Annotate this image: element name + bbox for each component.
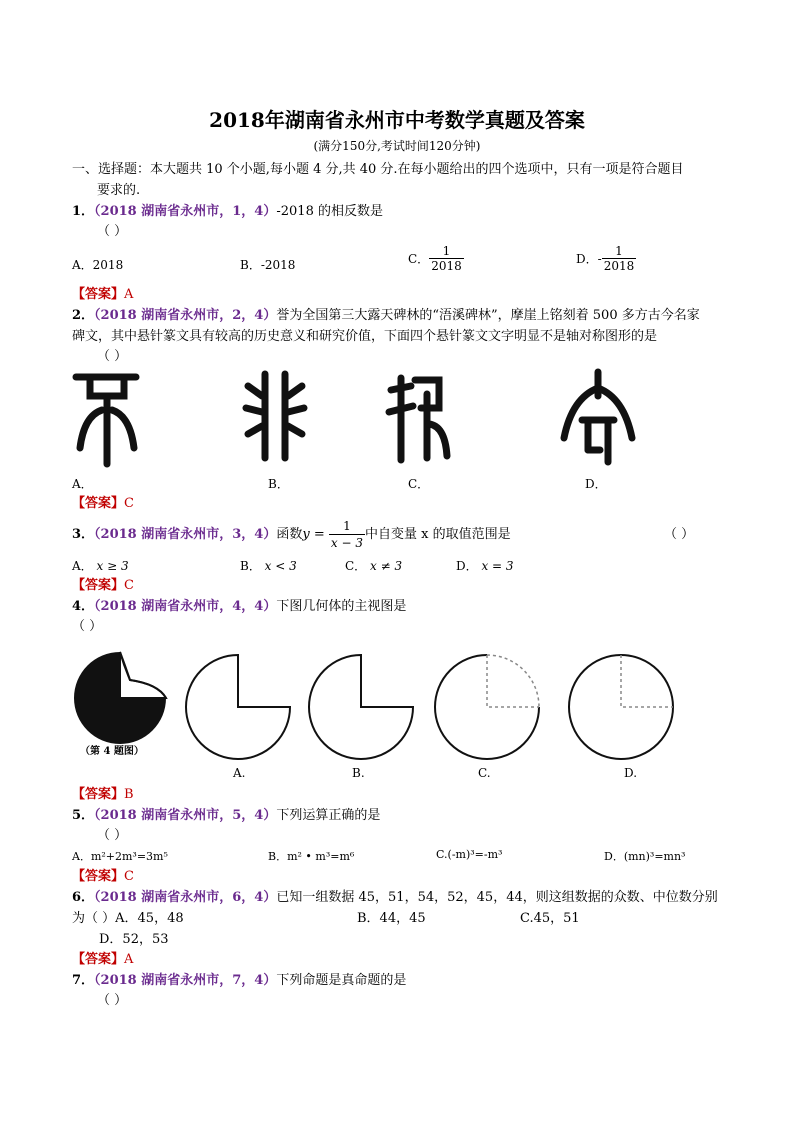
question-number: 7． <box>72 973 95 988</box>
q4-option-a-figure <box>185 652 295 762</box>
figure-caption: （第 4 题图） <box>80 746 144 757</box>
question-text: 誉为全国第三大露天碑林的“浯溪碑林”，摩崖上铭刻着 500 多方古今名家 <box>276 308 700 323</box>
fraction <box>329 518 365 551</box>
fraction-numerator: 1 <box>615 244 623 258</box>
question-number: 5． <box>72 808 95 823</box>
seal-character-d-figure <box>560 368 635 468</box>
fraction <box>429 244 464 273</box>
answer-tag: 【答案】 <box>72 869 125 884</box>
q3-answer <box>72 576 134 596</box>
q4-option-d: D. <box>624 766 638 780</box>
answer-paren: （ ） <box>97 349 128 364</box>
q5-option-d: D．(mn)³=mn³ <box>604 850 686 863</box>
question-source: （2018 湖南省永州市，6，4） <box>94 890 277 905</box>
answer-tag: 【答案】 <box>72 287 125 302</box>
solid-sphere-figure <box>70 640 170 740</box>
fraction <box>602 244 637 273</box>
fraction-numerator: 1 <box>442 244 451 258</box>
option-label: C． <box>345 559 367 573</box>
fraction-denominator: 2018 <box>603 259 635 273</box>
question-text-continued: 中自变量 x 的取值范围是 <box>365 527 511 542</box>
question-text: 已知一组数据 45，51，54，52，45，44，则这组数据的众数、中位数分别 <box>276 890 718 905</box>
option-math: x ≥ 3 <box>96 559 129 573</box>
question-number: 1． <box>72 204 95 219</box>
option-math: x < 3 <box>264 559 297 573</box>
answer-tag: 【答案】 <box>72 578 125 593</box>
question-number: 2． <box>72 308 95 323</box>
question-5-stem <box>72 806 380 826</box>
q1-answer <box>72 285 133 305</box>
seal-character-b-figure <box>240 368 310 468</box>
question-number: 4． <box>72 599 95 614</box>
q3-option-c <box>345 557 402 574</box>
answer-value: A <box>124 952 134 967</box>
question-number: 6． <box>72 890 95 905</box>
q2-option-d: D． <box>585 477 607 491</box>
option-label: B． <box>240 559 261 573</box>
q6-answer <box>72 950 133 970</box>
q3-option-a <box>72 557 129 574</box>
q2-option-b: B． <box>268 477 289 491</box>
answer-paren: （ ） <box>664 527 695 542</box>
fraction-denominator: 2018 <box>431 259 462 273</box>
option-label: A． <box>72 559 93 573</box>
answer-tag: 【答案】 <box>72 952 125 967</box>
q5-option-a: A．m²+2m³=3m⁵ <box>72 850 168 863</box>
question-text: -2018 的相反数是 <box>276 204 383 219</box>
question-7-stem <box>72 971 406 991</box>
fraction-numerator: 1 <box>343 519 351 533</box>
equals-sign: = <box>309 527 329 542</box>
question-2-stem <box>72 306 700 326</box>
answer-value: C <box>124 578 134 593</box>
q2-answer <box>72 494 134 514</box>
q5-option-c: C.(-m)³=-m³ <box>436 848 503 861</box>
question-source: （2018 湖南省永州市，1，4） <box>94 204 277 219</box>
answer-paren: （ ） <box>72 619 103 634</box>
fraction-denominator: x − 3 <box>330 536 363 550</box>
question-text: 下列运算正确的是 <box>276 808 381 823</box>
question-source: （2018 湖南省永州市，5，4） <box>94 808 277 823</box>
seal-character-a-figure <box>72 368 142 468</box>
option-label: D．- <box>576 252 602 266</box>
q6-option-b: B．44，45 <box>357 911 426 926</box>
answer-value: A <box>124 287 134 302</box>
q4-option-c: C. <box>478 766 491 780</box>
section-instruction-line2: 要求的. <box>97 183 141 198</box>
q1-option-c <box>408 244 464 273</box>
answer-paren: （ ） <box>97 993 128 1008</box>
q4-option-c-figure <box>434 652 544 762</box>
q4-option-d-figure <box>568 652 678 762</box>
q4-option-b: B. <box>352 766 365 780</box>
question-2-stem-line2: 碑文，其中悬针篆文具有较高的历史意义和研究价值，下面四个悬针篆文文字明显不是轴对称图形的是 <box>72 329 658 344</box>
question-6-stem <box>72 888 718 908</box>
q1-option-a: A．2018 <box>72 258 124 272</box>
page-subtitle: (满分150分,考试时间120分钟) <box>313 139 481 153</box>
option-math: x = 3 <box>481 559 514 573</box>
seal-character-c-figure <box>385 368 455 468</box>
q2-option-c: C． <box>408 477 430 491</box>
answer-value: C <box>124 496 134 511</box>
q3-option-d <box>456 557 514 574</box>
q4-option-a: A. <box>233 766 246 780</box>
question-1-stem <box>72 202 383 222</box>
q6-option-d: D．52，53 <box>99 932 169 947</box>
question-6-stem-line2: 为（ ）A．45，48 <box>72 911 184 926</box>
option-math: x ≠ 3 <box>370 559 403 573</box>
option-label: D． <box>456 559 478 573</box>
q4-option-b-figure <box>308 652 418 762</box>
q1-option-b: B．-2018 <box>240 258 296 272</box>
question-text: 下列命题是真命题的是 <box>276 973 407 988</box>
question-source: （2018 湖南省永州市，2，4） <box>94 308 277 323</box>
answer-tag: 【答案】 <box>72 787 125 802</box>
answer-paren: （ ） <box>97 828 128 843</box>
q1-option-d <box>576 244 636 273</box>
question-number: 3． <box>72 527 95 542</box>
answer-paren: （ ） <box>97 224 128 239</box>
q3-option-b <box>240 557 297 574</box>
answer-value: C <box>124 869 134 884</box>
question-text: 函数 <box>276 527 303 542</box>
q4-answer <box>72 785 134 805</box>
question-4-stem <box>72 597 406 617</box>
answer-tag: 【答案】 <box>72 496 125 511</box>
q2-option-a: A． <box>72 477 93 491</box>
page-title: 2018年湖南省永州市中考数学真题及答案 <box>209 108 585 132</box>
math-variable-y: y <box>302 527 310 542</box>
q6-option-c: C.45，51 <box>520 911 580 926</box>
question-3-stem <box>72 515 511 555</box>
question-source: （2018 湖南省永州市，3，4） <box>94 527 277 542</box>
question-source: （2018 湖南省永州市，7，4） <box>94 973 277 988</box>
q5-answer <box>72 867 134 887</box>
question-text: 下图几何体的主视图是 <box>276 599 407 614</box>
section-instruction-line1: 一、选择题：本大题共 10 个小题,每小题 4 分,共 40 分.在每小题给出的四个选项中，只有一项是符合题目 <box>72 162 684 177</box>
option-label: C． <box>408 252 430 266</box>
question-source: （2018 湖南省永州市，4，4） <box>94 599 277 614</box>
q5-option-b: B．m² • m³=m⁶ <box>268 850 355 863</box>
answer-value: B <box>124 787 134 802</box>
